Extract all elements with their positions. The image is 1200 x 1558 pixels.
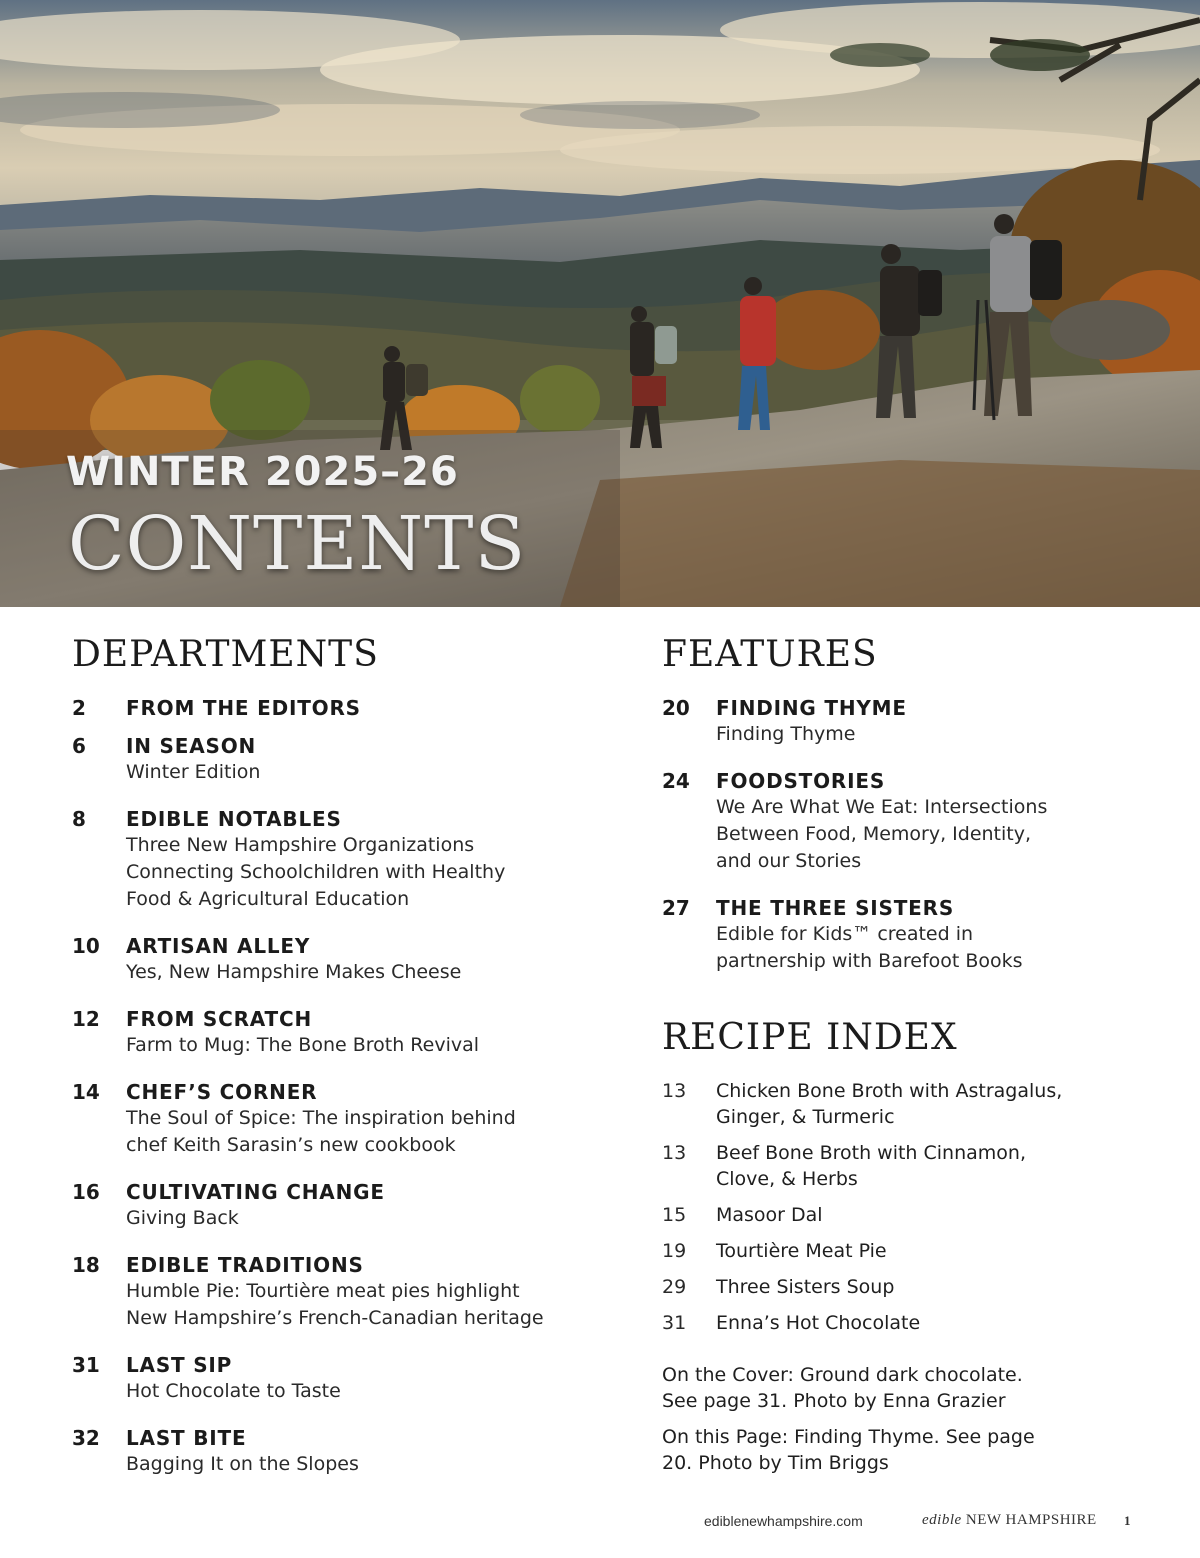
recipe-page-number: 29 bbox=[662, 1276, 687, 1298]
page-footer bbox=[0, 1505, 1200, 1541]
department-entry[interactable] bbox=[72, 1179, 592, 1232]
department-entry[interactable] bbox=[72, 1425, 592, 1478]
feature-title: THE THREE SISTERS bbox=[716, 896, 955, 920]
department-entry[interactable] bbox=[72, 933, 592, 986]
cover-photo-credit: On the Cover: Ground dark chocolate. See page 31. Photo by Enna Grazier bbox=[662, 1364, 1023, 1412]
website-link[interactable]: ediblenewhampshire.com bbox=[704, 1513, 863, 1529]
feature-subtitle: Finding Thyme bbox=[716, 723, 856, 745]
department-page-number: 18 bbox=[72, 1253, 100, 1277]
recipe-page-number: 15 bbox=[662, 1204, 687, 1226]
recipe-page-number: 19 bbox=[662, 1240, 687, 1262]
recipe-name: Masoor Dal bbox=[716, 1204, 823, 1226]
department-page-number: 6 bbox=[72, 734, 86, 758]
department-entry[interactable] bbox=[72, 1252, 592, 1332]
department-title: LAST SIP bbox=[126, 1353, 233, 1377]
recipe-name: Chicken Bone Broth with Astragalus, Ginger, & Turmeric bbox=[716, 1080, 1063, 1128]
recipe-entry[interactable] bbox=[662, 1310, 1132, 1336]
department-page-number: 12 bbox=[72, 1007, 100, 1031]
department-page-number: 16 bbox=[72, 1180, 100, 1204]
department-entry[interactable] bbox=[72, 733, 592, 786]
season-label: WINTER 2025–26 bbox=[66, 449, 459, 495]
department-entry[interactable] bbox=[72, 806, 592, 913]
department-subtitle: The Soul of Spice: The inspiration behind chef Keith Sarasin’s new cookbook bbox=[126, 1107, 516, 1156]
brand-edible: edible bbox=[922, 1512, 962, 1528]
departments-heading: DEPARTMENTS bbox=[72, 634, 379, 675]
department-page-number: 14 bbox=[72, 1080, 100, 1104]
department-page-number: 2 bbox=[72, 696, 86, 720]
department-subtitle: Bagging It on the Slopes bbox=[126, 1453, 359, 1475]
department-subtitle: Humble Pie: Tourtière meat pies highlight New Hampshire’s French-Canadian heritage bbox=[126, 1280, 544, 1329]
department-page-number: 10 bbox=[72, 934, 100, 958]
department-page-number: 32 bbox=[72, 1426, 100, 1450]
department-title: FROM SCRATCH bbox=[126, 1007, 312, 1031]
features-column bbox=[662, 632, 1132, 1476]
department-subtitle: Winter Edition bbox=[126, 761, 261, 783]
feature-title: FOODSTORIES bbox=[716, 769, 886, 793]
department-subtitle: Farm to Mug: The Bone Broth Revival bbox=[126, 1034, 480, 1056]
feature-entry[interactable] bbox=[662, 695, 1132, 748]
department-subtitle: Yes, New Hampshire Makes Cheese bbox=[126, 961, 462, 983]
page-number: 1 bbox=[1124, 1513, 1131, 1528]
hero-title-block bbox=[66, 448, 526, 592]
cover-photo bbox=[0, 0, 1200, 607]
recipe-entry[interactable] bbox=[662, 1238, 1132, 1264]
feature-page-number: 27 bbox=[662, 896, 690, 920]
feature-subtitle: We Are What We Eat: Intersections Between Food, Memory, Identity, and our Stories bbox=[716, 796, 1048, 872]
recipe-entry[interactable] bbox=[662, 1078, 1132, 1130]
recipe-page-number: 13 bbox=[662, 1142, 687, 1164]
department-subtitle: Three New Hampshire Organizations Connecting Schoolchildren with Healthy Food & Agricultural Education bbox=[126, 834, 506, 910]
recipe-name: Beef Bone Broth with Cinnamon, Clove, & Herbs bbox=[716, 1142, 1026, 1190]
recipe-name: Tourtière Meat Pie bbox=[716, 1240, 887, 1262]
department-title: EDIBLE NOTABLES bbox=[126, 807, 342, 831]
brand-region: NEW HAMPSHIRE bbox=[965, 1512, 1097, 1528]
department-entry[interactable] bbox=[72, 1006, 592, 1059]
recipe-name: Three Sisters Soup bbox=[716, 1276, 895, 1298]
department-title: IN SEASON bbox=[126, 734, 257, 758]
departments-column bbox=[72, 632, 592, 1490]
department-subtitle: Giving Back bbox=[126, 1207, 239, 1229]
department-title: FROM THE EDITORS bbox=[126, 696, 361, 720]
feature-page-number: 24 bbox=[662, 769, 690, 793]
department-title: CULTIVATING CHANGE bbox=[126, 1180, 385, 1204]
department-title: CHEF’S CORNER bbox=[126, 1080, 318, 1104]
department-subtitle: Hot Chocolate to Taste bbox=[126, 1380, 341, 1402]
department-entry[interactable] bbox=[72, 1352, 592, 1405]
recipe-entry[interactable] bbox=[662, 1202, 1132, 1228]
contents-title: CONTENTS bbox=[68, 501, 527, 587]
department-title: ARTISAN ALLEY bbox=[126, 934, 311, 958]
recipe-name: Enna’s Hot Chocolate bbox=[716, 1312, 921, 1334]
department-title: LAST BITE bbox=[126, 1426, 247, 1450]
department-title: EDIBLE TRADITIONS bbox=[126, 1253, 364, 1277]
feature-title: FINDING THYME bbox=[716, 696, 907, 720]
features-heading: FEATURES bbox=[662, 634, 878, 675]
department-page-number: 31 bbox=[72, 1353, 100, 1377]
recipe-entry[interactable] bbox=[662, 1274, 1132, 1300]
department-page-number: 8 bbox=[72, 807, 86, 831]
recipe-page-number: 31 bbox=[662, 1312, 687, 1334]
feature-entry[interactable] bbox=[662, 895, 1132, 975]
recipe-entry[interactable] bbox=[662, 1140, 1132, 1192]
feature-entry[interactable] bbox=[662, 768, 1132, 875]
department-entry[interactable] bbox=[72, 1079, 592, 1159]
magazine-brand bbox=[922, 1512, 1097, 1529]
recipe-page-number: 13 bbox=[662, 1080, 687, 1102]
recipe-index-heading: RECIPE INDEX bbox=[662, 1017, 958, 1058]
feature-subtitle: Edible for Kids™ created in partnership with Barefoot Books bbox=[716, 923, 1023, 972]
department-entry[interactable] bbox=[72, 695, 592, 721]
page-photo-credit: On this Page: Finding Thyme. See page 20. Photo by Tim Briggs bbox=[662, 1426, 1035, 1474]
feature-page-number: 20 bbox=[662, 696, 690, 720]
